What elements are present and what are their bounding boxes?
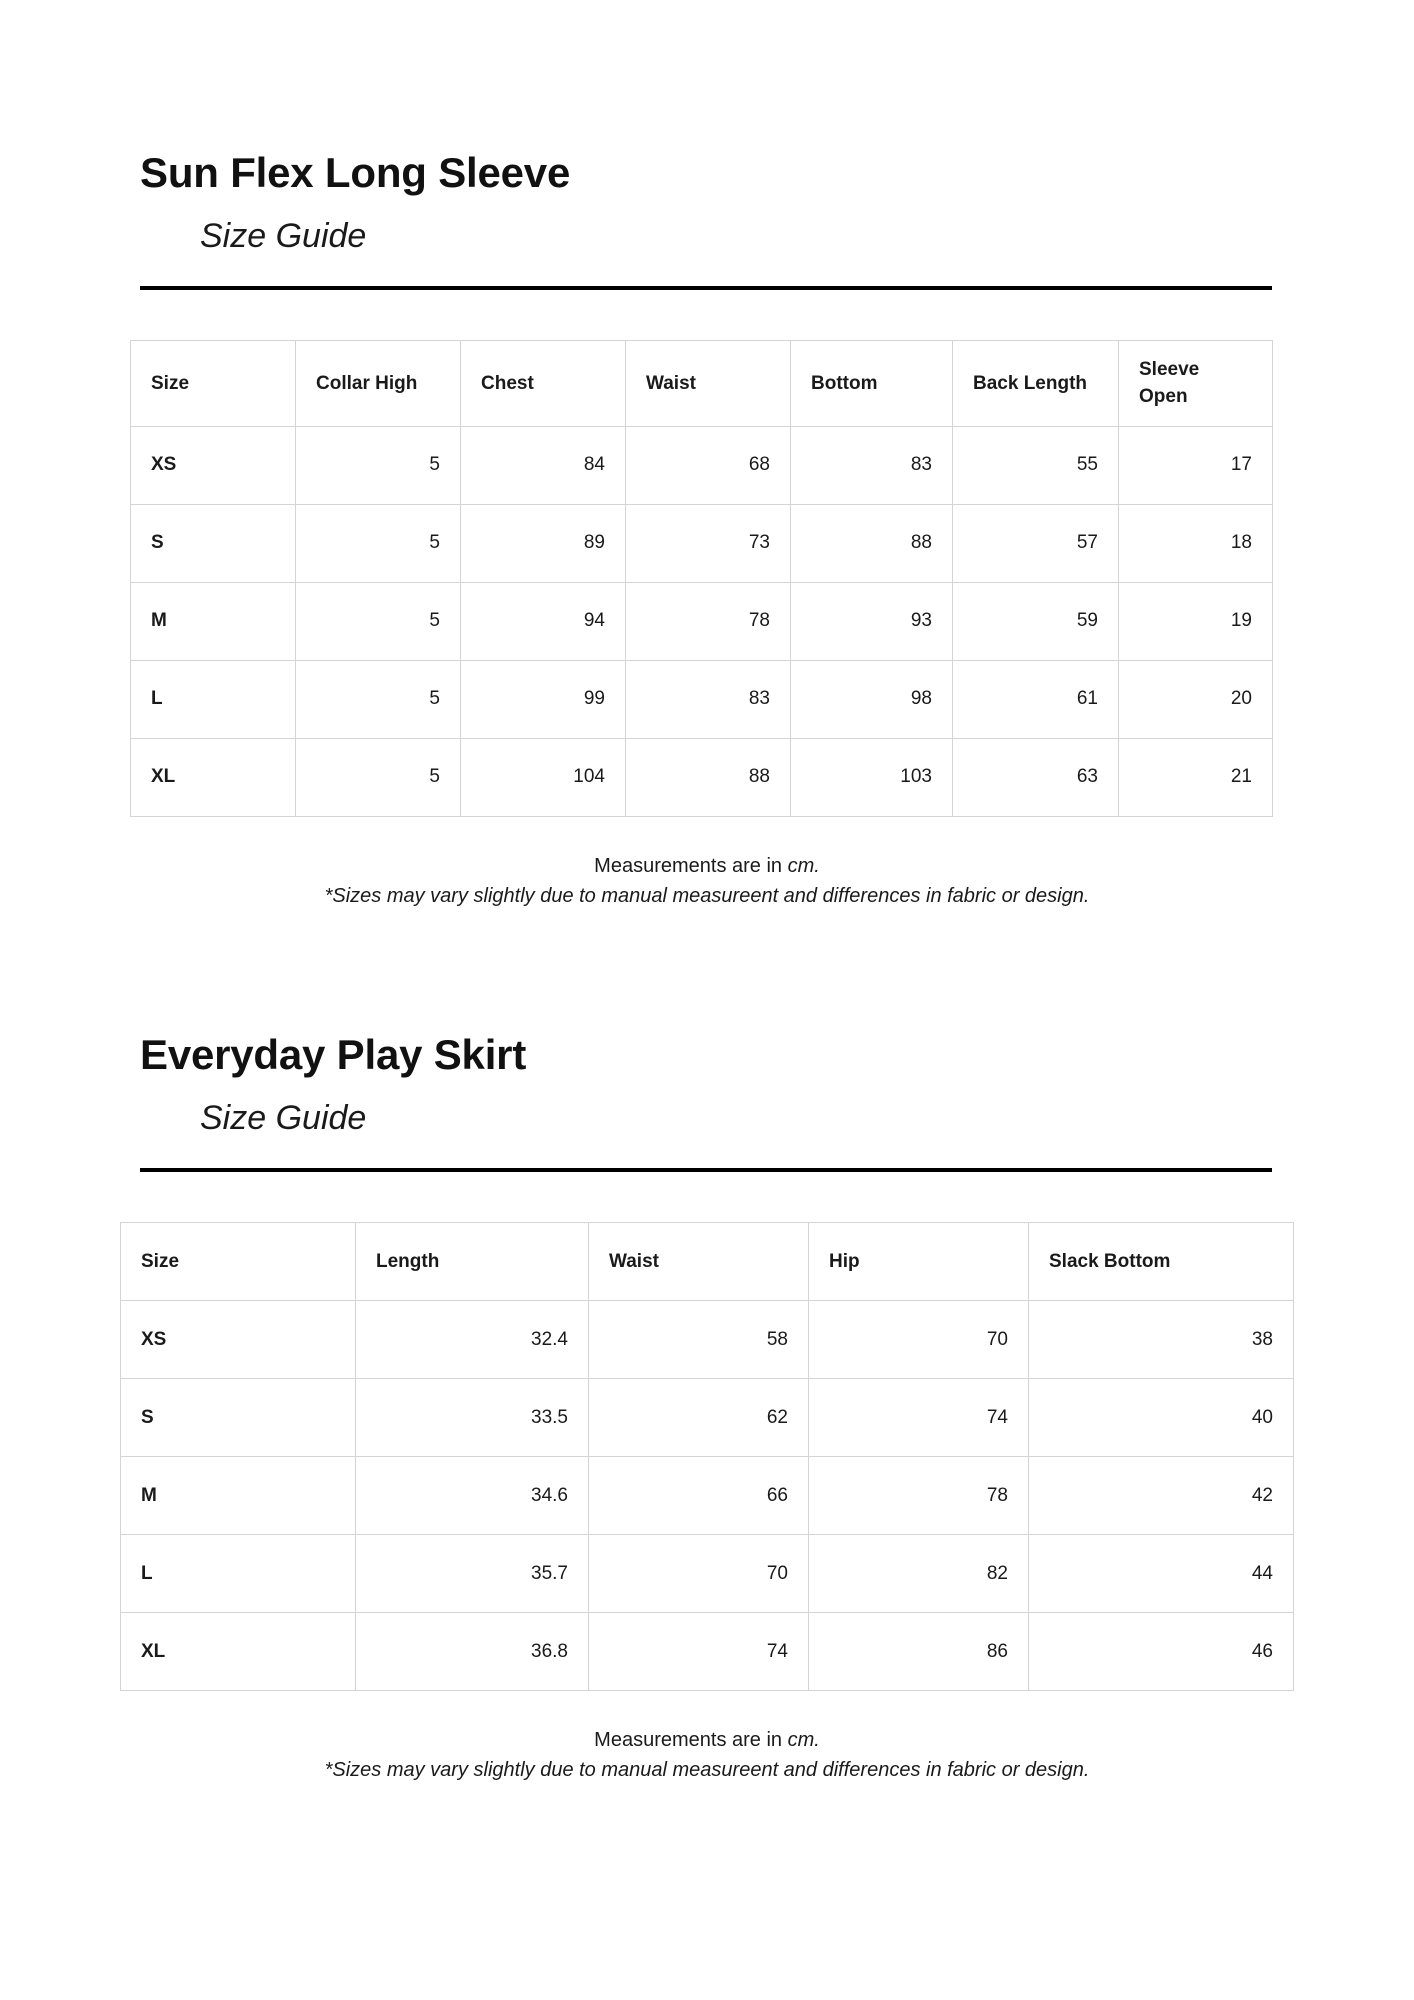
column-header-slack-bottom: Slack Bottom bbox=[1029, 1223, 1294, 1301]
table-row bbox=[121, 1535, 1294, 1613]
cell-waist: 88 bbox=[626, 738, 791, 816]
column-header-hip: Hip bbox=[809, 1223, 1029, 1301]
table-row bbox=[131, 660, 1273, 738]
cell-size: L bbox=[121, 1535, 356, 1613]
cell-waist: 70 bbox=[589, 1535, 809, 1613]
table-header-row bbox=[131, 341, 1273, 426]
cell-waist: 58 bbox=[589, 1301, 809, 1379]
column-header-length: Length bbox=[356, 1223, 589, 1301]
footnote-unit-prefix: Measurements are in bbox=[594, 1729, 788, 1752]
cell-collar-high: 5 bbox=[296, 738, 461, 816]
page-title-everyday-play-skirt: Everyday Play Skirt bbox=[140, 1031, 527, 1078]
cell-chest: 99 bbox=[461, 660, 626, 738]
footnote-size-variance: *Sizes may vary slightly due to manual measureent and differences in fabric or design. bbox=[324, 884, 1090, 907]
cell-hip: 78 bbox=[809, 1457, 1029, 1535]
cell-back-length: 55 bbox=[953, 426, 1119, 504]
cell-size: XS bbox=[121, 1301, 356, 1379]
table-row bbox=[131, 426, 1273, 504]
cell-chest: 84 bbox=[461, 426, 626, 504]
section-everyday-play-skirt bbox=[0, 1032, 1414, 1785]
cell-sleeve-open: 20 bbox=[1119, 660, 1273, 738]
cell-bottom: 93 bbox=[791, 582, 953, 660]
table-row bbox=[131, 582, 1273, 660]
cell-waist: 73 bbox=[626, 504, 791, 582]
cell-waist: 62 bbox=[589, 1379, 809, 1457]
table-wrapper-sleeve bbox=[0, 340, 1414, 816]
cell-bottom: 83 bbox=[791, 426, 953, 504]
cell-sleeve-open: 17 bbox=[1119, 426, 1273, 504]
table-row bbox=[121, 1379, 1294, 1457]
subtitle-size-guide-skirt: Size Guide bbox=[200, 1099, 367, 1138]
cell-back-length: 59 bbox=[953, 582, 1119, 660]
cell-length: 32.4 bbox=[356, 1301, 589, 1379]
cell-bottom: 98 bbox=[791, 660, 953, 738]
cell-slack-bottom: 40 bbox=[1029, 1379, 1294, 1457]
table-row bbox=[131, 504, 1273, 582]
cell-sleeve-open: 21 bbox=[1119, 738, 1273, 816]
cell-size: M bbox=[131, 582, 296, 660]
cell-size: S bbox=[131, 504, 296, 582]
cell-waist: 68 bbox=[626, 426, 791, 504]
cell-chest: 104 bbox=[461, 738, 626, 816]
cell-back-length: 57 bbox=[953, 504, 1119, 582]
cell-chest: 94 bbox=[461, 582, 626, 660]
cell-slack-bottom: 42 bbox=[1029, 1457, 1294, 1535]
cell-hip: 86 bbox=[809, 1613, 1029, 1691]
cell-waist: 66 bbox=[589, 1457, 809, 1535]
footnote-measurement-unit bbox=[0, 851, 1414, 881]
column-header-bottom: Bottom bbox=[791, 341, 953, 426]
cell-collar-high: 5 bbox=[296, 660, 461, 738]
cell-sleeve-open: 19 bbox=[1119, 582, 1273, 660]
column-header-collar-high: Collar High bbox=[296, 341, 461, 426]
table-row bbox=[131, 738, 1273, 816]
page-title-sun-flex-long-sleeve: Sun Flex Long Sleeve bbox=[140, 149, 571, 196]
cell-size: M bbox=[121, 1457, 356, 1535]
footnotes-sleeve bbox=[0, 851, 1414, 911]
title-divider-skirt bbox=[140, 1168, 1272, 1172]
size-table-everyday-play-skirt bbox=[120, 1222, 1294, 1691]
cell-slack-bottom: 46 bbox=[1029, 1613, 1294, 1691]
subtitle-size-guide-sleeve: Size Guide bbox=[200, 217, 367, 256]
cell-back-length: 63 bbox=[953, 738, 1119, 816]
cell-length: 36.8 bbox=[356, 1613, 589, 1691]
cell-sleeve-open: 18 bbox=[1119, 504, 1273, 582]
table-row bbox=[121, 1457, 1294, 1535]
cell-length: 34.6 bbox=[356, 1457, 589, 1535]
column-header-waist: Waist bbox=[626, 341, 791, 426]
cell-slack-bottom: 44 bbox=[1029, 1535, 1294, 1613]
footnotes-skirt bbox=[0, 1725, 1414, 1785]
column-header-back-length: Back Length bbox=[953, 341, 1119, 426]
cell-slack-bottom: 38 bbox=[1029, 1301, 1294, 1379]
cell-length: 35.7 bbox=[356, 1535, 589, 1613]
column-header-chest: Chest bbox=[461, 341, 626, 426]
footnote-unit-prefix: Measurements are in bbox=[594, 854, 788, 877]
table-row bbox=[121, 1301, 1294, 1379]
cell-waist: 83 bbox=[626, 660, 791, 738]
cell-size: XL bbox=[121, 1613, 356, 1691]
title-divider-sleeve bbox=[140, 286, 1272, 290]
footnote-unit-value: cm. bbox=[787, 1729, 820, 1752]
cell-size: S bbox=[121, 1379, 356, 1457]
cell-hip: 82 bbox=[809, 1535, 1029, 1613]
column-header-size: Size bbox=[121, 1223, 356, 1301]
cell-back-length: 61 bbox=[953, 660, 1119, 738]
cell-bottom: 88 bbox=[791, 504, 953, 582]
size-table-sun-flex-long-sleeve bbox=[130, 340, 1273, 816]
cell-waist: 74 bbox=[589, 1613, 809, 1691]
section-sun-flex-long-sleeve bbox=[0, 150, 1414, 911]
footnote-size-variance: *Sizes may vary slightly due to manual measureent and differences in fabric or design. bbox=[324, 1759, 1090, 1782]
cell-length: 33.5 bbox=[356, 1379, 589, 1457]
cell-size: XS bbox=[131, 426, 296, 504]
column-header-waist: Waist bbox=[589, 1223, 809, 1301]
cell-chest: 89 bbox=[461, 504, 626, 582]
cell-collar-high: 5 bbox=[296, 504, 461, 582]
table-row bbox=[121, 1613, 1294, 1691]
column-header-size: Size bbox=[131, 341, 296, 426]
table-header-row bbox=[121, 1223, 1294, 1301]
cell-bottom: 103 bbox=[791, 738, 953, 816]
footnote-measurement-unit bbox=[0, 1725, 1414, 1755]
cell-size: L bbox=[131, 660, 296, 738]
footnote-unit-value: cm. bbox=[787, 854, 820, 877]
cell-hip: 70 bbox=[809, 1301, 1029, 1379]
cell-collar-high: 5 bbox=[296, 582, 461, 660]
table-wrapper-skirt bbox=[0, 1222, 1414, 1691]
cell-size: XL bbox=[131, 738, 296, 816]
cell-collar-high: 5 bbox=[296, 426, 461, 504]
cell-hip: 74 bbox=[809, 1379, 1029, 1457]
column-header-sleeve-open: Sleeve Open bbox=[1119, 341, 1273, 426]
cell-waist: 78 bbox=[626, 582, 791, 660]
